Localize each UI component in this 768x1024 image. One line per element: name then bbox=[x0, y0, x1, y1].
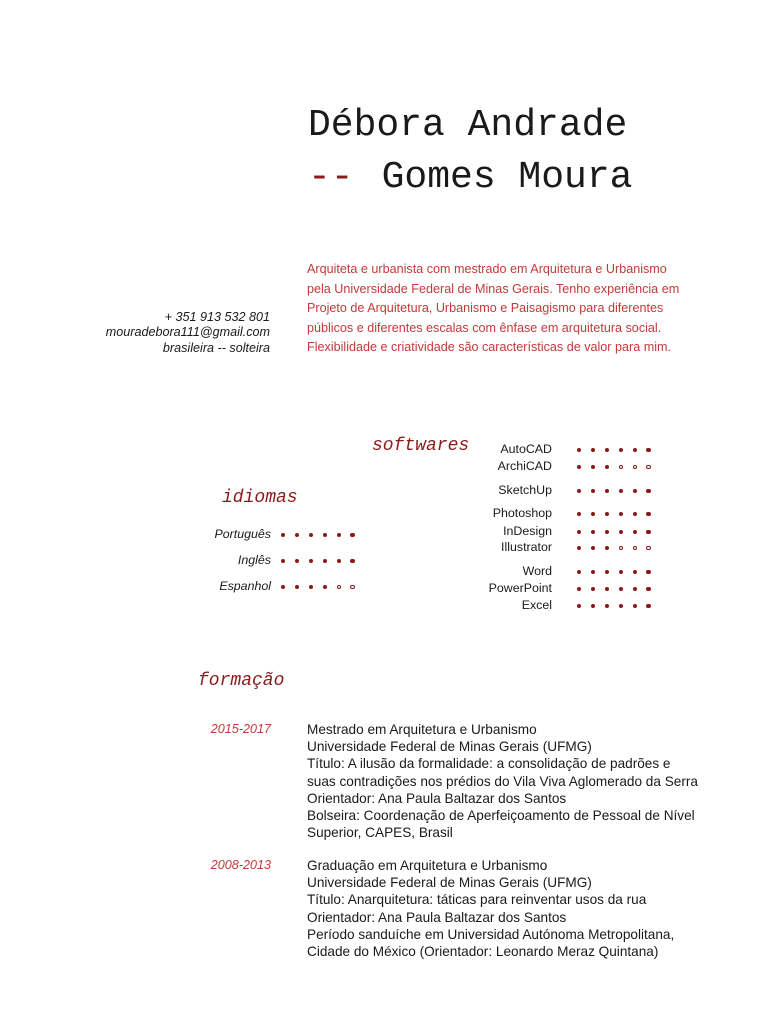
software-rating bbox=[577, 489, 651, 493]
education-line: Superior, CAPES, Brasil bbox=[307, 825, 453, 841]
name-surname: Gomes Moura bbox=[381, 156, 633, 199]
language-rating bbox=[281, 585, 355, 589]
software-rating bbox=[577, 587, 651, 591]
filled-dot-icon bbox=[577, 570, 581, 574]
name-dash: -- bbox=[308, 156, 354, 199]
filled-dot-icon bbox=[605, 512, 609, 516]
filled-dot-icon bbox=[605, 587, 609, 591]
software-label: Photoshop bbox=[492, 506, 552, 520]
filled-dot-icon bbox=[619, 512, 623, 516]
filled-dot-icon bbox=[619, 587, 623, 591]
software-rating bbox=[577, 530, 651, 534]
software-label: PowerPoint bbox=[488, 581, 552, 595]
education-line: Orientador: Ana Paula Baltazar dos Santos bbox=[307, 909, 567, 925]
filled-dot-icon bbox=[577, 587, 581, 591]
education-line: Orientador: Ana Paula Baltazar dos Santos bbox=[307, 790, 567, 806]
filled-dot-icon bbox=[337, 533, 341, 537]
filled-dot-icon bbox=[281, 585, 285, 589]
empty-dot-icon bbox=[633, 546, 637, 550]
filled-dot-icon bbox=[619, 604, 623, 608]
empty-dot-icon bbox=[633, 465, 637, 469]
filled-dot-icon bbox=[646, 570, 650, 574]
software-rating bbox=[577, 570, 651, 574]
education-entry bbox=[307, 721, 727, 841]
filled-dot-icon bbox=[633, 570, 637, 574]
empty-dot-icon bbox=[337, 585, 341, 589]
education-years: 2008-2013 bbox=[210, 858, 271, 872]
filled-dot-icon bbox=[337, 559, 341, 563]
education-line: Universidade Federal de Minas Gerais (UFMG) bbox=[307, 739, 592, 755]
filled-dot-icon bbox=[577, 465, 581, 469]
education-line: Cidade do México (Orientador: Leonardo Meraz Quintana) bbox=[307, 944, 659, 960]
filled-dot-icon bbox=[350, 559, 354, 563]
software-rating bbox=[577, 448, 651, 452]
filled-dot-icon bbox=[605, 448, 609, 452]
language-label: Inglês bbox=[237, 553, 271, 567]
filled-dot-icon bbox=[633, 489, 637, 493]
filled-dot-icon bbox=[619, 489, 623, 493]
filled-dot-icon bbox=[309, 533, 313, 537]
filled-dot-icon bbox=[591, 570, 595, 574]
education-line: Período sanduíche em Universidad Autónoma Metropolitana, bbox=[307, 926, 675, 942]
filled-dot-icon bbox=[591, 604, 595, 608]
filled-dot-icon bbox=[619, 530, 623, 534]
filled-dot-icon bbox=[591, 546, 595, 550]
filled-dot-icon bbox=[646, 587, 650, 591]
education-entry bbox=[307, 857, 727, 960]
software-label: SketchUp bbox=[498, 483, 552, 497]
filled-dot-icon bbox=[350, 533, 354, 537]
filled-dot-icon bbox=[633, 512, 637, 516]
empty-dot-icon bbox=[646, 546, 650, 550]
filled-dot-icon bbox=[591, 489, 595, 493]
filled-dot-icon bbox=[591, 530, 595, 534]
filled-dot-icon bbox=[323, 559, 327, 563]
filled-dot-icon bbox=[605, 546, 609, 550]
filled-dot-icon bbox=[309, 585, 313, 589]
filled-dot-icon bbox=[605, 530, 609, 534]
education-line: Bolseira: Coordenação de Aperfeiçoamento de Pessoal de Nível bbox=[307, 808, 695, 824]
filled-dot-icon bbox=[633, 587, 637, 591]
software-rating bbox=[577, 604, 651, 608]
filled-dot-icon bbox=[646, 512, 650, 516]
software-rating bbox=[577, 546, 651, 550]
language-rating bbox=[281, 559, 355, 563]
filled-dot-icon bbox=[309, 559, 313, 563]
software-label: InDesign bbox=[503, 524, 552, 538]
software-label: Excel bbox=[521, 598, 552, 612]
language-label: Espanhol bbox=[219, 579, 271, 593]
softwares-title: softwares bbox=[372, 436, 470, 456]
education-line: Graduação em Arquitetura e Urbanismo bbox=[307, 858, 548, 873]
filled-dot-icon bbox=[577, 448, 581, 452]
software-label: Word bbox=[522, 564, 552, 578]
name-line-1: Débora Andrade bbox=[308, 104, 628, 147]
filled-dot-icon bbox=[591, 465, 595, 469]
contact-phone: + 351 913 532 801 bbox=[164, 310, 270, 324]
filled-dot-icon bbox=[295, 559, 299, 563]
filled-dot-icon bbox=[633, 448, 637, 452]
filled-dot-icon bbox=[577, 512, 581, 516]
filled-dot-icon bbox=[605, 570, 609, 574]
empty-dot-icon bbox=[646, 465, 650, 469]
language-rating bbox=[281, 533, 355, 537]
filled-dot-icon bbox=[646, 530, 650, 534]
formacao-title: formação bbox=[198, 671, 285, 691]
filled-dot-icon bbox=[605, 604, 609, 608]
contact-email: mouradebora111@gmail.com bbox=[105, 325, 270, 339]
filled-dot-icon bbox=[295, 585, 299, 589]
language-label: Português bbox=[214, 527, 271, 541]
idiomas-title: idiomas bbox=[222, 488, 298, 508]
filled-dot-icon bbox=[591, 587, 595, 591]
software-label: AutoCAD bbox=[500, 442, 552, 456]
empty-dot-icon bbox=[619, 546, 623, 550]
filled-dot-icon bbox=[646, 604, 650, 608]
filled-dot-icon bbox=[323, 533, 327, 537]
empty-dot-icon bbox=[619, 465, 623, 469]
education-years: 2015-2017 bbox=[210, 722, 271, 736]
filled-dot-icon bbox=[646, 448, 650, 452]
software-rating bbox=[577, 512, 651, 516]
name-line-2 bbox=[308, 152, 632, 204]
education-line: Universidade Federal de Minas Gerais (UFMG) bbox=[307, 875, 592, 891]
education-line: Mestrado em Arquitetura e Urbanismo bbox=[307, 722, 537, 737]
education-line: Título: Anarquitetura: táticas para reinventar usos da rua bbox=[307, 892, 647, 908]
filled-dot-icon bbox=[577, 604, 581, 608]
filled-dot-icon bbox=[605, 489, 609, 493]
software-rating bbox=[577, 465, 651, 469]
education-line: suas contradições nos prédios do Vila Viva Aglomerado da Serra bbox=[307, 773, 698, 789]
software-label: ArchiCAD bbox=[497, 459, 552, 473]
filled-dot-icon bbox=[633, 530, 637, 534]
filled-dot-icon bbox=[577, 489, 581, 493]
filled-dot-icon bbox=[323, 585, 327, 589]
filled-dot-icon bbox=[591, 448, 595, 452]
filled-dot-icon bbox=[281, 559, 285, 563]
filled-dot-icon bbox=[646, 489, 650, 493]
filled-dot-icon bbox=[605, 465, 609, 469]
software-label: Illustrator bbox=[501, 540, 552, 554]
filled-dot-icon bbox=[591, 512, 595, 516]
profile-summary: Arquiteta e urbanista com mestrado em Arquitetura e Urbanismo pela Universidade Federal de Minas Gerais. Tenho experiência em Projeto de Arquitetura, Urbanismo e Paisagismo para diferentes públicos e diferentes escalas com ênfase em arquitetura social. Flexibilidade e criatividade são características de valor para mim. bbox=[307, 262, 680, 355]
education-line: Título: A ilusão da formalidade: a consolidação de padrões e bbox=[307, 756, 671, 772]
empty-dot-icon bbox=[350, 585, 354, 589]
filled-dot-icon bbox=[619, 570, 623, 574]
filled-dot-icon bbox=[281, 533, 285, 537]
contact-info: brasileira -- solteira bbox=[162, 341, 270, 355]
filled-dot-icon bbox=[619, 448, 623, 452]
filled-dot-icon bbox=[577, 546, 581, 550]
filled-dot-icon bbox=[633, 604, 637, 608]
filled-dot-icon bbox=[295, 533, 299, 537]
filled-dot-icon bbox=[577, 530, 581, 534]
